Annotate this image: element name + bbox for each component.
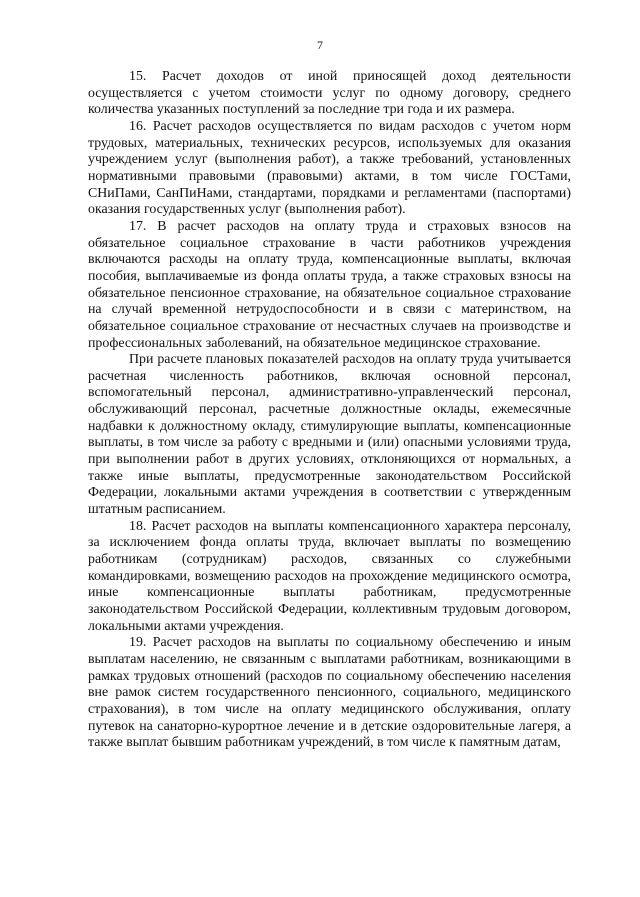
paragraph-19: 19. Расчет расходов на выплаты по социальному обеспечению и иным выплатам населению, не связанным с выплатами работникам, возникающими в рамках трудовых отношений (расходов по социальному обеспечению населения вне рамок систем государственного пенсионного, социального, медицинского страхования), в том числе на оплату медицинского обслуживания, оплату путевок на санаторно-курортное лечение и в детские оздоровительные лагеря, а также выплат бывшим работникам учреждений, в том числе к памятным датам,	[88, 635, 571, 751]
page-number: 7	[317, 38, 323, 52]
paragraph-16: 16. Расчет расходов осуществляется по видам расходов с учетом норм трудовых, материальных, технических ресурсов, используемых для оказания учреждением услуг (выполнения работ), а также требований, установленных нормативными правовыми (правовыми) актами, в том числе ГОСТами, СНиПами, СанПиНами, стандартами, порядками и регламентами (паспортами) оказания государственных услуг (выполнения работ).	[88, 118, 571, 218]
paragraph-15: 15. Расчет доходов от иной приносящей доход деятельности осуществляется с учетом стоимости услуг по одному договору, среднего количества указанных поступлений за последние три года и их размера.	[88, 69, 571, 118]
document-body	[88, 69, 571, 752]
paragraph-17: 17. В расчет расходов на оплату труда и страховых взносов на обязательное социальное страхование в части работников учреждения включаются расходы на оплату труда, компенсационные выплаты, включая пособия, выплачиваемые из фонда оплаты труда, а также страховых взносы на обязательное пенсионное страхование, на обязательное социальное страхование на случай временной нетрудоспособности и в связи с материнством, на обязательное социальное страхование от несчастных случаев на производстве и профессиональных заболеваний, на обязательное медицинское страхование.	[88, 218, 571, 351]
paragraph-18: 18. Расчет расходов на выплаты компенсационного характера персоналу, за исключением фонда оплаты труда, включает выплаты по возмещению работникам (сотрудникам) расходов, связанных со служебными командировками, возмещению расходов на прохождение медицинского осмотра, иные компенсационные выплаты работникам, предусмотренные законодательством Российской Федерации, коллективным трудовым договором, локальными актами учреждения.	[88, 518, 571, 634]
paragraph-17-payroll-planning: При расчете плановых показателей расходов на оплату труда учитывается расчетная численность работников, включая основной персонал, вспомогательный персонал, административно-управленческий персонал, обслуживающий персонал, расчетные должностные оклады, ежемесячные надбавки к должностному окладу, стимулирующие выплаты, компенсационные выплаты, в том числе за работу с вредными и (или) опасными условиями труда, при выполнении работ в других условиях, отклоняющихся от нормальных, а также иные выплаты, предусмотренные законодательством Российской Федерации, локальными актами учреждения в соответствии с утвержденным штатным расписанием.	[88, 352, 571, 518]
